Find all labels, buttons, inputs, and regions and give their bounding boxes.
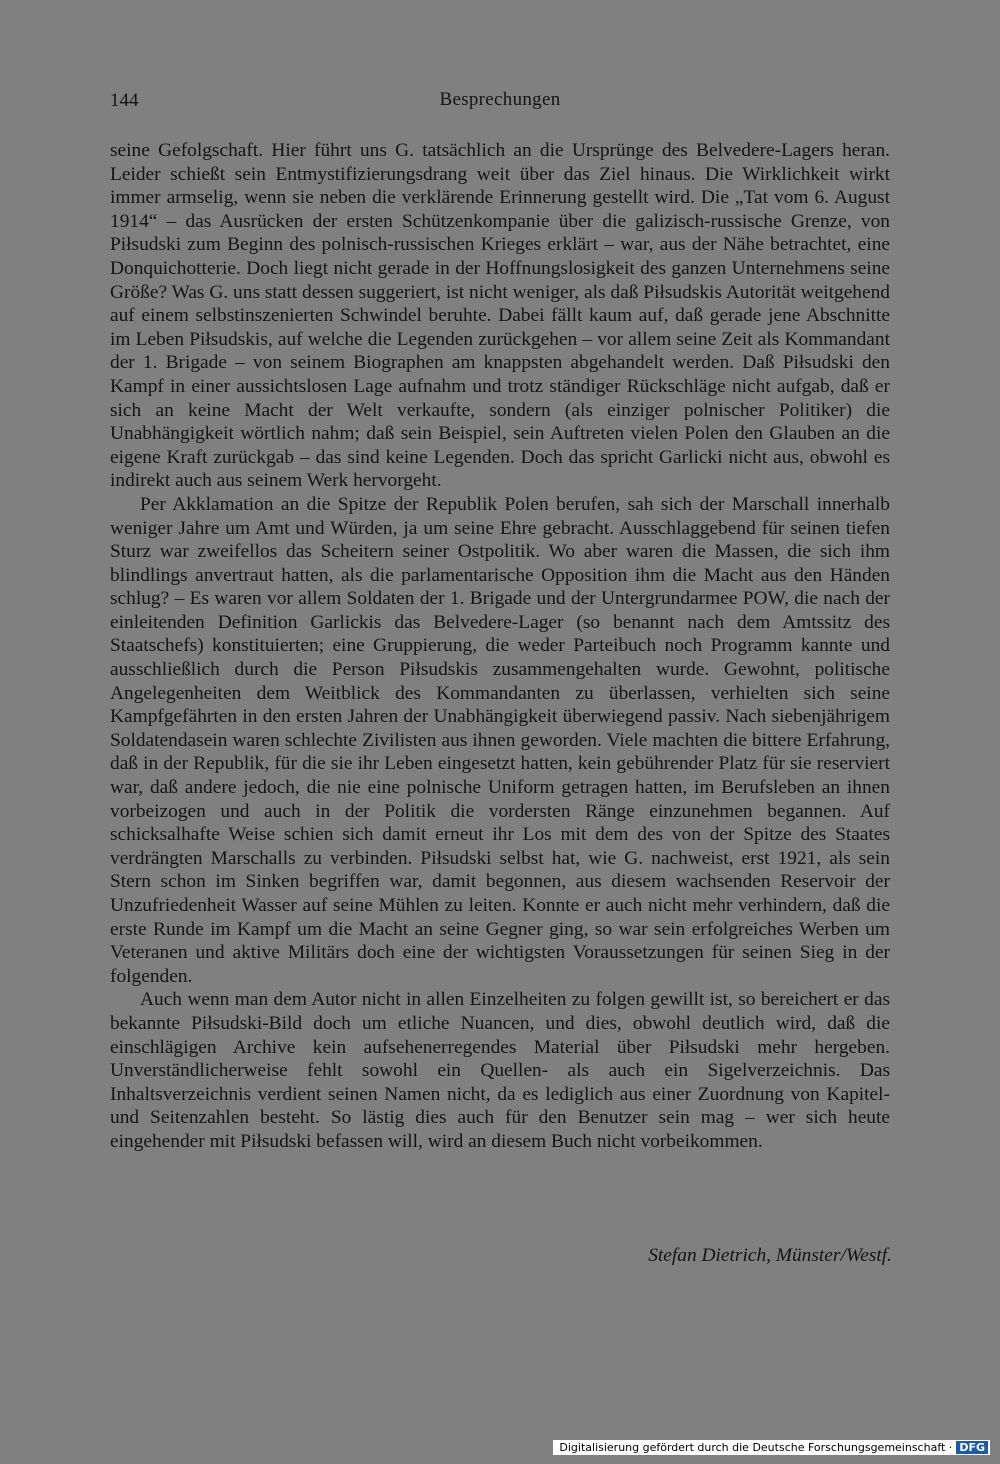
page-number: 144 [110, 90, 139, 111]
author-signature: Stefan Dietrich, Münster/Westf. [648, 1245, 892, 1266]
paragraph: Per Akklamation an die Spitze der Republik Polen berufen, sah sich der Marschall innerhalb weniger Jahre um Amt und Würden, ja um seine Ehre gebracht. Ausschlaggebend für seinen tiefen Sturz war zweifellos das Scheitern seiner Ostpolitik. Wo aber waren die Massen, die sich ihm blindlings anvertraut hatten, als die parlamentarische Opposition ihm die Macht aus den Händen schlug? – Es waren vor allem Soldaten der 1. Brigade und der Untergrundarmee POW, die nach der einleitenden Definition Garlickis das Belvedere-Lager (so benannt nach dem Amtssitz des Staatschefs) konstituierten; eine Gruppierung, die weder Parteibuch noch Programm kannte und ausschließlich durch die Person Piłsudskis zusammengehalten wurde. Gewohnt, politische Angelegenheiten dem Weitblick des Kommandanten zu überlassen, verhielten sich seine Kampfgefährten in den ersten Jahren der Unabhängigkeit überwiegend passiv. Nach siebenjährigem Soldatendasein waren schlechte Zivilisten aus ihnen geworden. Viele machten die bittere Erfahrung, daß in der Republik, für die sie ihr Leben eingesetzt hatten, kein gebührender Platz für sie reserviert war, daß andere jedoch, die nie eine polnische Uniform getragen hatten, im Berufsleben an ihnen vorbeizogen und auch in der Politik die vordersten Ränge einzunehmen begannen. Auf schicksalhafte Weise schien sich damit erneut ihr Los mit dem des von der Spitze des Staates verdrängten Marschalls zu verbinden. Piłsudski selbst hat, wie G. nachweist, erst 1921, als sein Stern schon im Sinken begriffen war, damit begonnen, aus diesem wachsenden Reservoir der Unzufriedenheit Wasser auf seine Mühlen zu leiten. Konnte er auch nicht mehr verhindern, daß die erste Runde im Kampf um die Macht an seine Gegner ging, so war sein erfolgreiches Werben um Veteranen und aktive Militärs doch eine der wichtigsten Voraussetzungen für seinen Sieg in der folgenden. [110, 493, 890, 987]
digitization-credit [553, 1440, 990, 1455]
running-title: Besprechungen [439, 89, 561, 110]
review-body [110, 139, 890, 1154]
dfg-logo-icon: DFG [956, 1441, 988, 1454]
paragraph: seine Gefolgschaft. Hier führt uns G. tatsächlich an die Ursprünge des Belvedere-Lagers heran. Leider schießt sein Entmystifizierungsdrang weit über das Ziel hinaus. Die Wirklichkeit wirkt immer armselig, wenn sie neben die verklärende Erinnerung gestellt wird. Die „Tat vom 6. August 1914“ – das Ausrücken der ersten Schützenkompanie über die galizisch-russische Grenze, von Piłsudski zum Beginn des polnisch-russischen Krieges erklärt – war, aus der Nähe betrachtet, eine Donquichotterie. Doch liegt nicht gerade in der Hoffnungslosigkeit des ganzen Unternehmens seine Größe? Was G. uns statt dessen suggeriert, ist nicht weniger, als daß Piłsudskis Autorität weitgehend auf einem selbstinszenierten Schwindel beruhte. Dabei fällt kaum auf, daß gerade jene Abschnitte im Leben Piłsudskis, auf welche die Legenden zurückgehen – vor allem seine Zeit als Kommandant der 1. Brigade – von seinem Biographen am knappsten abgehandelt werden. Daß Piłsudski den Kampf in einer aussichtslosen Lage aufnahm und trotz ständiger Rückschläge nicht aufgab, daß er sich an keine Macht der Welt verkaufte, sondern (als einziger polnischer Politiker) die Unabhängigkeit wörtlich nahm; daß sein Beispiel, sein Auftreten vielen Polen den Glauben an die eigene Kraft zurückgab – das sind keine Legenden. Doch das spricht Garlicki nicht aus, obwohl es indirekt auch aus seinem Werk hervorgeht. [110, 140, 890, 492]
paragraph: Auch wenn man dem Autor nicht in allen Einzelheiten zu folgen gewillt ist, so bereichert er das bekannte Piłsudski-Bild doch um etliche Nuancen, und dies, obwohl deutlich wird, daß die einschlägigen Archive kein aufsehenerregendes Material über Piłsudski mehr hergeben. Unverständlicherweise fehlt sowohl ein Quellen- als auch ein Sigelverzeichnis. Das Inhaltsverzeichnis verdient seinen Namen nicht, da es lediglich aus einer Zuordnung von Kapitel- und Seitenzahlen besteht. So lästig dies auch für den Benutzer sein mag – wer sich heute eingehender mit Piłsudski befassen will, wird an diesem Buch nicht vorbeikommen. [110, 989, 890, 1152]
credit-text: Digitalisierung gefördert durch die Deutsche Forschungsgemeinschaft · [559, 1441, 953, 1454]
